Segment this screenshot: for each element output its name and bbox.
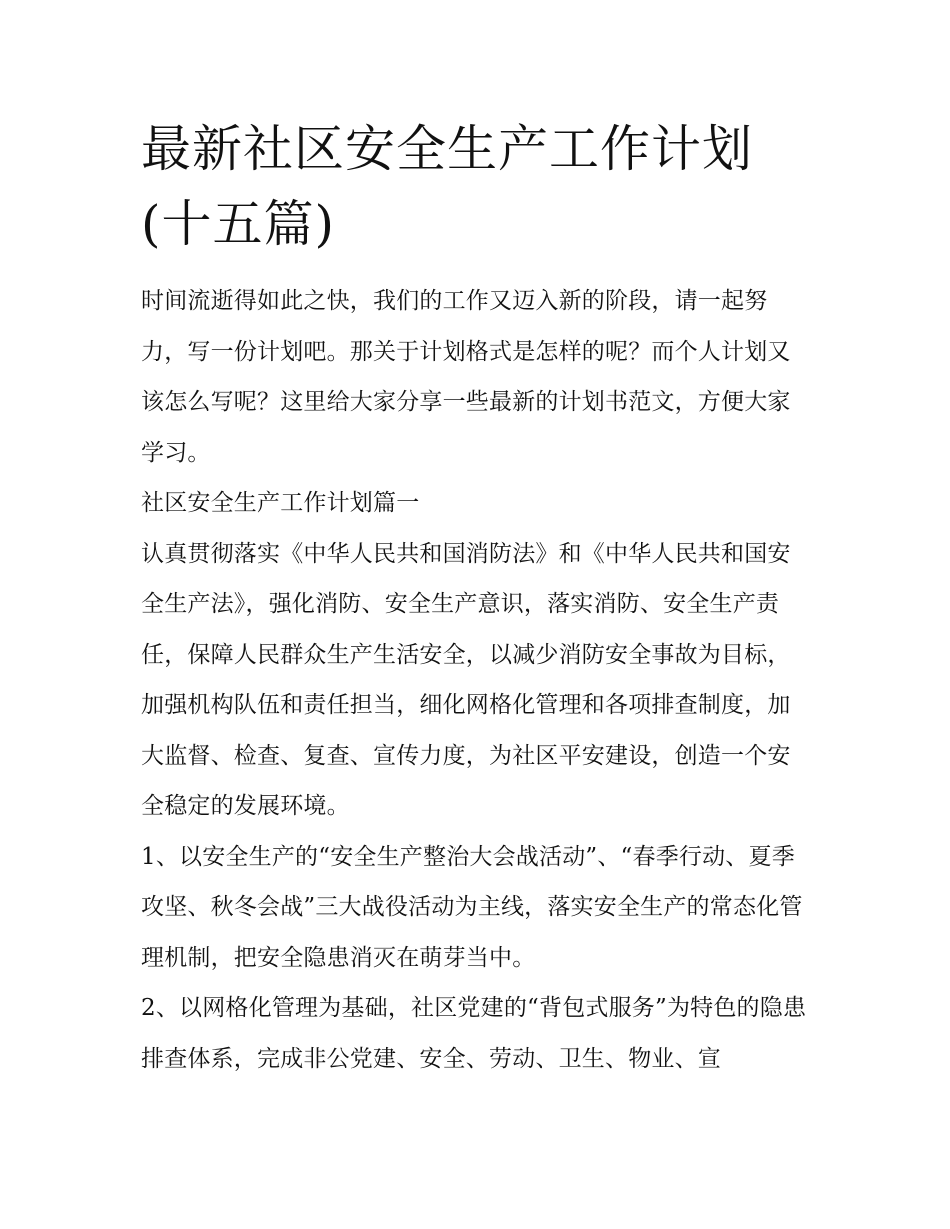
section-heading: 社区安全生产工作计划篇一 — [141, 490, 420, 516]
body-paragraph-1: 认真贯彻落实《中华人民共和国消防法》和《中华人民共和国安全生产法》，强化消防、安全生产意识，落实消防、安全生产责任，保障人民群众生产生活安全，以减少消防安全事故为目标，加强机构队伍和责任担当，细化网格化管理和各项排查制度，加大监督、检查、复查、宣传力度，为社区平安建设，创造一个安全稳定的发展环境。 — [141, 540, 791, 819]
body-paragraph-3: 2、以网格化管理为基础，社区党建的“背包式服务”为特色的隐患排查体系，完成非公党建、安全、劳动、卫生、物业、宣 — [141, 995, 807, 1072]
intro-paragraph: 时间流逝得如此之快，我们的工作又迈入新的阶段，请一起努力，写一份计划吧。那关于计划格式是怎样的呢？而个人计划又该怎么写呢？这里给大家分享一些最新的计划书范文，方便大家学习。 — [141, 288, 791, 466]
document-body — [141, 112, 813, 1084]
body-paragraph-2: 1、以安全生产的“安全生产整治大会战活动”、“春季行动、夏季攻坚、秋冬会战”三大战役活动为主线，落实安全生产的常态化管理机制，把安全隐患消灭在萌芽当中。 — [141, 843, 803, 971]
document-title: 最新社区安全生产工作计划(十五篇) — [141, 120, 753, 253]
